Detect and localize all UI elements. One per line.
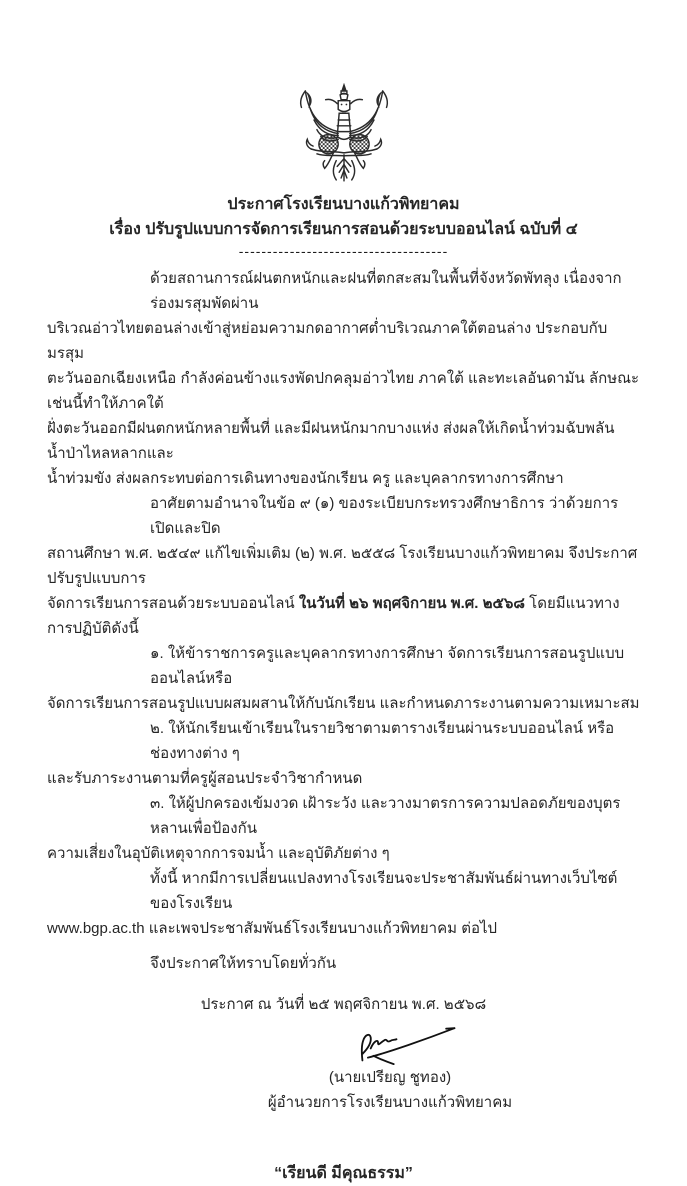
paragraph-line: ตะวันออกเฉียงเหนือ กำลังค่อนข้างแรงพัดปกคลุมอ่าวไทย ภาคใต้ และทะเลอันดามัน ลักษณะเช่นนี้ทำให้ภาคใต้ [47, 370, 640, 412]
list-item-2-cont: และรับภาระงานตามที่ครูผู้สอนประจำวิชากำหนด [47, 770, 363, 787]
document-body [47, 266, 640, 976]
list-item-3-cont: ความเสี่ยงในอุบัติเหตุจากการจมน้ำ และอุบัติภัยต่าง ๆ [47, 845, 390, 862]
paragraph-line: ด้วยสถานการณ์ฝนตกหนักและฝนที่ตกสะสมในพื้นที่จังหวัดพัทลุง เนื่องจากร่องมรสุมพัดผ่าน [150, 270, 622, 312]
paragraph-line: บริเวณอ่าวไทยตอนล่างเข้าสู่หย่อมความกดอากาศต่ำบริเวณภาคใต้ตอนล่าง ประกอบกับมรสุม [47, 320, 608, 362]
paragraph-line: สถานศึกษา พ.ศ. ๒๕๔๙ แก้ไขเพิ่มเติม (๒) พ.ศ. ๒๕๕๘ โรงเรียนบางแก้วพิทยาคม จึงประกาศปรับรูปแบบการ [47, 545, 638, 587]
closing-line: ทั้งนี้ หากมีการเปลี่ยนแปลงทางโรงเรียนจะประชาสัมพันธ์ผ่านทางเว็บไซต์ของโรงเรียน [150, 870, 618, 912]
signature-block [235, 1019, 545, 1115]
garuda-emblem-icon [286, 83, 402, 186]
announcement-subject: เรื่อง ปรับรูปแบบการจัดการเรียนการสอนด้วยระบบออนไลน์ ฉบับที่ ๔ [109, 221, 578, 238]
list-item-1-cont: จัดการเรียนการสอนรูปแบบผสมผสานให้กับนักเรียน และกำหนดภาระงานตามความเหมาะสม [47, 695, 640, 712]
text-segment: โดยมีแนวทางการปฏิบัติดังนี้ [47, 595, 620, 637]
list-item-1: ๑. ให้ข้าราชการครูและบุคลากรทางการศึกษา จัดการเรียนการสอนรูปแบบออนไลน์หรือ [150, 645, 625, 687]
document-page [0, 83, 687, 1182]
paragraph-line: ฝั่งตะวันออกมีฝนตกหนักหลายพื้นที่ และมีฝนหนักมากบางแห่ง ส่งผลให้เกิดน้ำท่วมฉับพลัน น้ำป่าไหลหลากและ [47, 420, 615, 462]
school-motto: “เรียนดี มีคุณธรรม” [274, 1165, 413, 1182]
announcement-date: ประกาศ ณ วันที่ ๒๕ พฤศจิกายน พ.ศ. ๒๕๖๘ [200, 996, 487, 1013]
signer-name: (นายเปรียญ ชูทอง) [328, 1069, 452, 1086]
paragraph-line-with-bold-date [47, 591, 640, 641]
closing-line: www.bgp.ac.th และเพจประชาสัมพันธ์โรงเรียนบางแก้วพิทยาคม ต่อไป [47, 920, 498, 937]
bold-date-segment: ในวันที่ ๒๖ พฤศจิกายน พ.ศ. ๒๕๖๘ [298, 595, 525, 612]
list-item-3: ๓. ให้ผู้ปกครองเข้มงวด เฝ้าระวัง และวางมาตรการความปลอดภัยของบุตรหลานเพื่อป้องกัน [150, 795, 621, 837]
announce-line: จึงประกาศให้ทราบโดยทั่วกัน [150, 955, 337, 972]
text-segment: จัดการเรียนการสอนด้วยระบบออนไลน์ [47, 595, 299, 612]
divider-dashes: ------------------------------------- [238, 243, 449, 259]
paragraph-line: น้ำท่วมขัง ส่งผลกระทบต่อการเดินทางของนักเรียน ครู และบุคลากรทางการศึกษา [47, 470, 564, 487]
paragraph-line: อาศัยตามอำนาจในข้อ ๙ (๑) ของระเบียบกระทรวงศึกษาธิการ ว่าด้วยการเปิดและปิด [150, 495, 619, 537]
signature-scribble [345, 1019, 470, 1065]
announcement-title: ประกาศโรงเรียนบางแก้วพิทยาคม [227, 196, 460, 213]
list-item-2: ๒. ให้นักเรียนเข้าเรียนในรายวิชาตามตารางเรียนผ่านระบบออนไลน์ หรือช่องทางต่าง ๆ [150, 720, 615, 762]
signer-title: ผู้อำนวยการโรงเรียนบางแก้วพิทยาคม [267, 1094, 513, 1111]
